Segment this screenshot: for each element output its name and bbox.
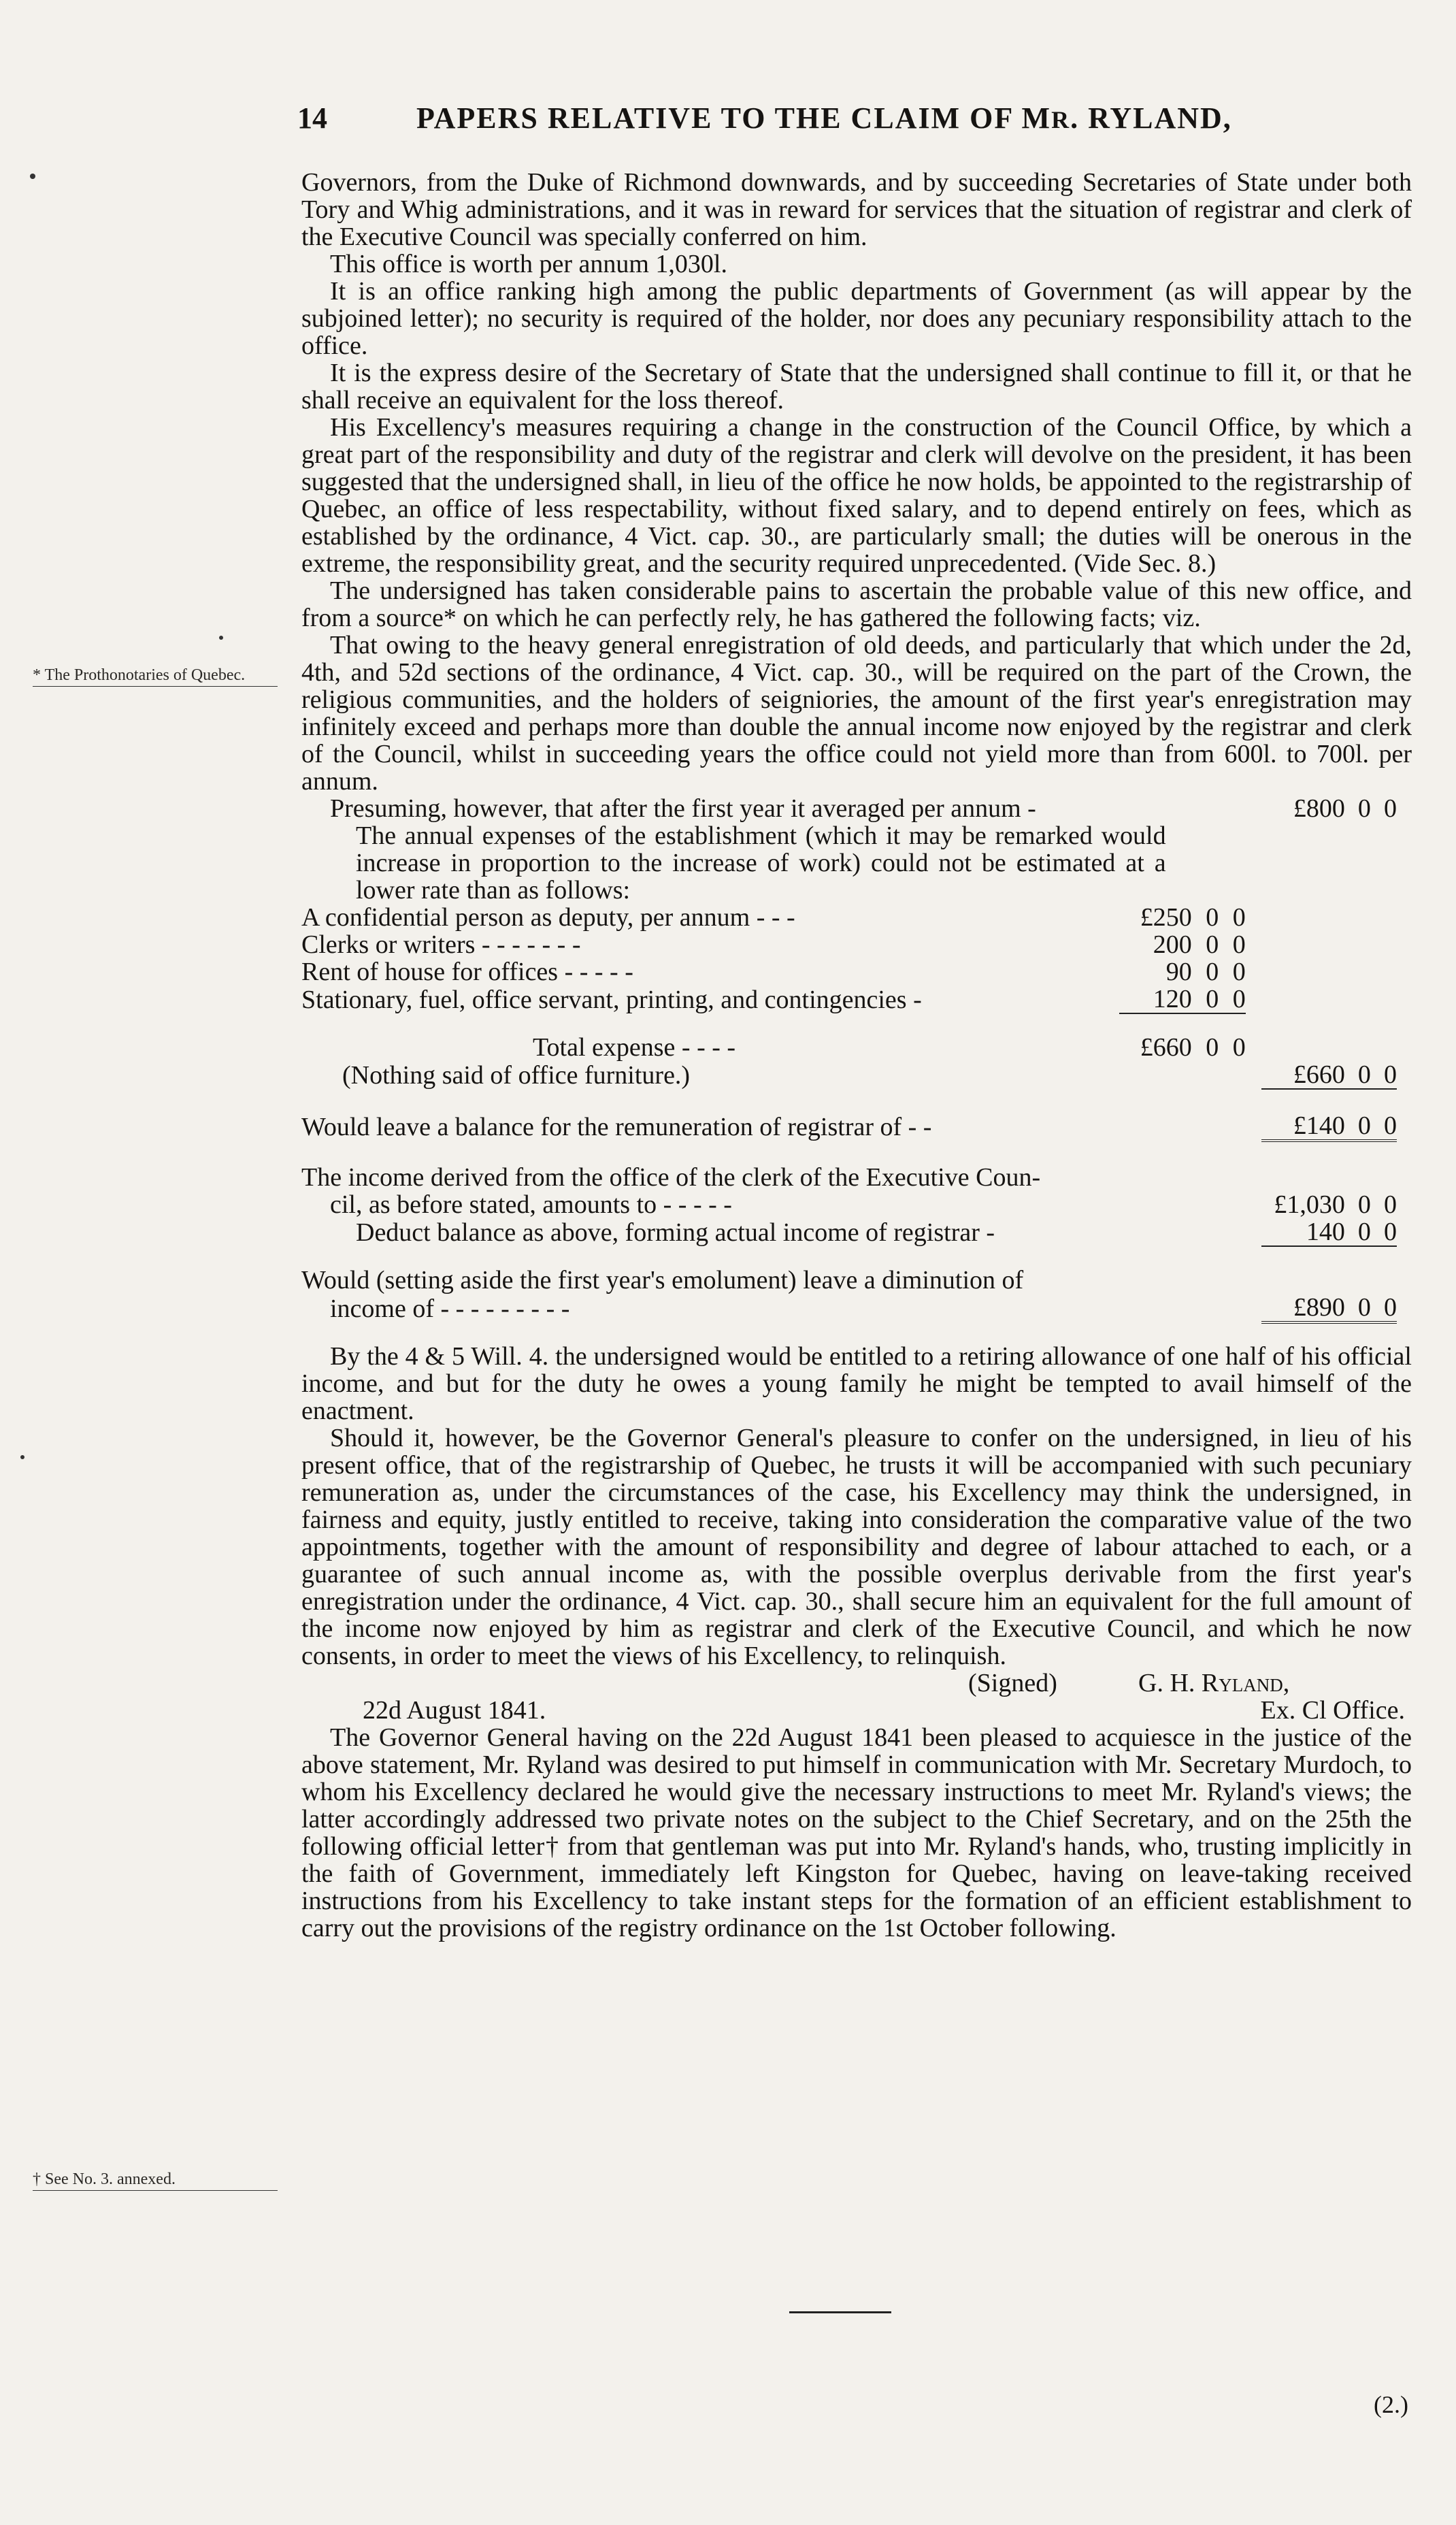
- amount-pounds: £250: [1140, 903, 1192, 932]
- running-title-part: PAPERS RELATIVE TO THE CLAIM OF M: [416, 101, 1052, 135]
- page-header: [297, 101, 1400, 148]
- margin-note-see-no-3: [33, 2170, 284, 2191]
- amount-pence: 0: [1371, 1061, 1397, 1089]
- account-row: [301, 1164, 1397, 1191]
- amount-pounds: 140: [1261, 1218, 1345, 1246]
- amount-pounds: £140: [1261, 1112, 1345, 1141]
- amount-pence: 0: [1232, 903, 1246, 932]
- account-label: Would (setting aside the first year's emolument) leave a diminution of: [301, 1266, 1024, 1294]
- account-row: [301, 931, 1397, 958]
- amount-pounds: £1,030: [1274, 1190, 1345, 1219]
- account-label: income of - - - - - - - - -: [330, 1294, 570, 1323]
- margin-note-text: † See No. 3. annexed.: [33, 2170, 176, 2188]
- margin-note-prothonotaries: [33, 666, 284, 687]
- account-label: Deduct balance as above, forming actual income of registrar -: [356, 1218, 995, 1247]
- amount-pence: 0: [1232, 958, 1246, 986]
- amount-shillings: 0: [1206, 903, 1219, 932]
- amount-pounds: £890: [1261, 1294, 1345, 1322]
- running-title-part: R: [1051, 106, 1071, 133]
- amount-shillings: 0: [1357, 794, 1371, 823]
- amount-shillings: 0: [1206, 958, 1219, 986]
- account-label: Clerks or writers - - - - - - -: [301, 930, 581, 959]
- paragraph: It is an office ranking high among the public departments of Government (as will appear by the subjoined letter); no security is required of the holder, nor does any pecuniary responsibility attach to the office.: [301, 277, 1412, 360]
- amount-pence: 0: [1232, 1033, 1246, 1062]
- paragraph: The undersigned has taken considerable pains to ascertain the probable value of this new office, and from a source* on which he can perfectly rely, he has gathered the following facts; viz.: [301, 576, 1412, 632]
- speck: [219, 636, 223, 640]
- amount-shillings: 0: [1357, 1190, 1371, 1219]
- amount-pence: 0: [1384, 1190, 1397, 1219]
- speck: [30, 174, 35, 179]
- speck: [20, 1455, 24, 1459]
- paragraph: Governors, from the Duke of Richmond downwards, and by succeeding Secretaries of State under both Tory and Whig administrations, and it was in reward for services that the situation of registrar and clerk of the Executive Council was specially conferred on him.: [301, 168, 1412, 251]
- account-row: [301, 1112, 1397, 1141]
- account-label: (Nothing said of office furniture.): [342, 1061, 691, 1090]
- account-row: [301, 1061, 1397, 1089]
- paragraph: This office is worth per annum 1,030l.: [330, 250, 727, 278]
- account-label: Would leave a balance for the remuneration of registrar of - -: [301, 1113, 932, 1141]
- body-column: [301, 169, 1412, 1942]
- amount-pence: 0: [1371, 1112, 1397, 1141]
- paragraph: Should it, however, be the Governor General's pleasure to confer on the undersigned, in lieu of his present office, that of the registrarship of Quebec, he trusts it will be accompanied with such pecuniary remuneration as, under the circumstances of the case, his Excellency may think the undersigned, in fairness and equity, justly entitled to receive, taking into consideration the comparative value of the two appointments, together with the amount of responsibility and degree of labour attached to each, or a guarantee of such annual income as, with the possible overplus derivable from the first year's enregistration under the ordinance, 4 Vict. cap. 30., shall secure him an equivalent for the full amount of the income now enjoyed by him as registrar and clerk of the Executive Council, and which he now consents, in order to meet the views of his Excellency, to relinquish.: [301, 1424, 1412, 1670]
- paragraph: It is the express desire of the Secretary of State that the undersigned shall continue to fill it, or that he shall receive an equivalent for the loss thereof.: [301, 359, 1412, 414]
- amount-pounds: 200: [1153, 930, 1192, 959]
- amount-pounds: £800: [1293, 794, 1345, 823]
- signed-label: (Signed): [968, 1669, 1057, 1697]
- account-row: [301, 822, 1397, 904]
- amount-pence: 0: [1371, 1218, 1397, 1246]
- closing-rule: [789, 2311, 891, 2313]
- amount-pence: 0: [1219, 985, 1246, 1013]
- amount-pence: 0: [1384, 794, 1397, 823]
- amount-pounds: 120: [1119, 985, 1192, 1013]
- margin-rule: [33, 686, 278, 687]
- amount-pence: 0: [1232, 930, 1246, 959]
- amount-shillings: 0: [1345, 1112, 1371, 1141]
- account-row: [301, 1034, 1397, 1061]
- paragraph: His Excellency's measures requiring a change in the construction of the Council Office, by which a great part of the responsibility and duty of the registrar and clerk will devolve on the president, it has been suggested that the undersigned shall, in lieu of the office he now holds, be appointed to the registrarship of Quebec, an office of less respectability, without fixed salary, and to depend entirely on fees, which as established by the ordinance, 4 Vict. cap. 30., are particularly small; the duties will be onerous in the extreme, the responsibility great, and the security required unprecedented. (Vide Sec. 8.): [301, 413, 1412, 578]
- account-row: [301, 985, 1397, 1013]
- amount-pence: 0: [1371, 1294, 1397, 1322]
- account-label: Stationary, fuel, office servant, printing, and contingencies -: [301, 985, 922, 1014]
- account-label: Total expense - - - -: [533, 1033, 736, 1062]
- account-row: [301, 1218, 1397, 1246]
- signature-line: [301, 1669, 1412, 1697]
- account-row: [301, 1267, 1397, 1294]
- account-row: [301, 958, 1397, 985]
- account-label: The income derived from the office of the clerk of the Executive Coun-: [301, 1163, 1041, 1192]
- margin-rule: [33, 2190, 278, 2191]
- paragraph: The Governor General having on the 22d August 1841 been pleased to acquiesce in the justice of the above statement, Mr. Ryland was desired to put himself in communication with Mr. Secretary Murdoch, to whom his Excellency declared he would give the necessary instructions to meet Mr. Ryland's views; the latter accordingly addressed two private notes on the subject to the Chief Secretary, and on the 25th the following official letter† from that gentleman was put into Mr. Ryland's hands, who, trusting implicitly in the faith of Government, immediately left Kingston for Quebec, having on leave-taking received instructions from his Excellency to take instant steps for the formation of an efficient establishment to carry out the provisions of the registry ordinance on the 1st October following.: [301, 1723, 1412, 1942]
- expenses-intro: The annual expenses of the establishment (which it may be remarked would increase in proportion to the increase of work) could not be estimated at a lower rate than as follows:: [356, 821, 1166, 905]
- running-title: [416, 101, 1232, 135]
- amount-pounds: £660: [1140, 1033, 1192, 1062]
- amount-pounds: £660: [1261, 1061, 1345, 1089]
- sheet-signature-mark: (2.): [1374, 2391, 1408, 2418]
- amount-shillings: 0: [1345, 1294, 1371, 1322]
- account-label: A confidential person as deputy, per annum - - -: [301, 903, 795, 932]
- signatory-name: G. H. Ryland,: [1138, 1669, 1290, 1697]
- amount-shillings: 0: [1345, 1218, 1371, 1246]
- account-label: cil, as before stated, amounts to - - - - -: [330, 1190, 732, 1219]
- paragraph: By the 4 & 5 Will. 4. the undersigned would be entitled to a retiring allowance of one half of his official income, and but for the duty he owes a young family he might be tempted to avail himself of the enactment.: [301, 1342, 1412, 1425]
- account-label: Rent of house for offices - - - - -: [301, 958, 633, 986]
- account-label: Presuming, however, that after the first year it averaged per annum -: [330, 794, 1036, 823]
- amount-shillings: 0: [1206, 1033, 1219, 1062]
- amount-shillings: 0: [1206, 930, 1219, 959]
- office-name: Ex. Cl Office.: [1260, 1696, 1405, 1725]
- running-title-part: . RYLAND,: [1070, 101, 1232, 135]
- accounts-table: [301, 795, 1397, 1324]
- amount-pounds: 90: [1165, 958, 1192, 986]
- paragraph: That owing to the heavy general enregistration of old deeds, and particularly that which under the 2d, 4th, and 52d sections of the ordinance, 4 Vict. cap. 30., will be required on the part of the Crown, the religious communities, and the holders of seigniories, the amount of the first year's enregistration may infinitely exceed and perhaps more than double the annual income now enjoyed by the registrar and clerk of the Council, whilst in succeeding years the office could not yield more than from 600l. to 700l. per annum.: [301, 631, 1412, 796]
- date-line: [301, 1697, 1412, 1724]
- account-row: [301, 1191, 1397, 1218]
- margin-note-text: * The Prothonotaries of Quebec.: [33, 666, 246, 684]
- account-row: [301, 795, 1397, 822]
- amount-shillings: 0: [1192, 985, 1219, 1013]
- amount-shillings: 0: [1345, 1061, 1371, 1089]
- letter-date: 22d August 1841.: [363, 1696, 546, 1725]
- page-number: 14: [297, 101, 327, 135]
- account-row: [301, 904, 1397, 931]
- account-row: [301, 1294, 1397, 1322]
